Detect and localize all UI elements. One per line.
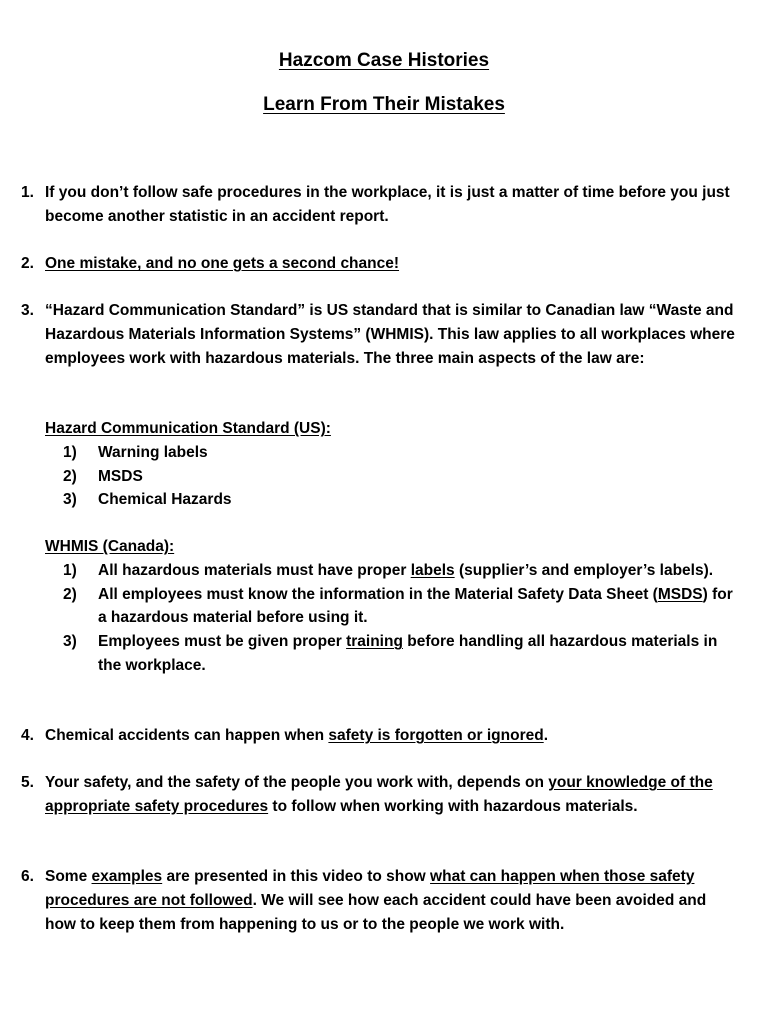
item-number: 4. [21,727,34,744]
document-subtitle: Learn From Their Mistakes [263,94,505,115]
sub-list-item [45,583,735,631]
list-item-3 [21,299,735,370]
sub-item-emphasis: training [346,633,403,651]
item-emphasis: your knowledge of the appropriate safety procedures [45,774,713,815]
item-emphasis: examples [91,868,163,885]
sub-item-emphasis: MSDS [657,585,703,603]
sub-item-number: 3) [63,633,77,651]
sub-item-text: All hazardous materials must have proper [98,561,411,579]
sub-item-text: Employees must be given proper [98,633,347,651]
list-item-1 [21,181,735,229]
item-number: 3. [21,302,34,319]
sub-list-item [45,465,735,489]
sub-list-item [45,630,735,678]
sub-list-item [45,441,735,465]
item-number: 2. [21,255,34,272]
item-text: to follow when working with hazardous materials. [268,797,638,815]
section-heading: WHMIS (Canada): [45,538,175,555]
item-number: 1. [21,184,34,201]
item-text: Chemical accidents can happen when [45,727,329,744]
sub-item-text: (supplier’s and employer’s labels). [454,561,714,579]
us-section [45,417,735,512]
item-emphasis: safety is forgotten or ignored [328,727,544,744]
item-number: 5. [21,774,34,791]
sub-item-text: ) for a hazardous material before using it. [98,585,733,627]
sub-item-number: 3) [63,491,77,509]
item-text: One mistake, and no one gets a second chance! [45,255,400,272]
item-emphasis: what can happen when those safety procedures are not followed [45,868,695,909]
sub-item-text: before handling all hazardous materials in the workplace. [98,633,718,674]
sub-item-text: All employees must know the information in the Material Safety Data Sheet ( [98,585,658,603]
item-text: “Hazard Communication Standard” is US standard that is similar to Canadian law “Waste and Hazardous Materials Information Systems” (WHMIS). This law applies to all workplaces where employees work with hazardous materials. The three main aspects of the law are: [45,302,735,367]
sub-item-number: 2) [63,585,77,603]
sub-item-number: 2) [63,467,77,485]
list-item-5 [21,771,735,819]
canada-section [45,535,735,678]
sub-item-text: MSDS [98,467,143,485]
item-text: are presented in this video to show [162,868,431,885]
item-number: 6. [21,868,34,885]
sub-item-text: Warning labels [98,443,208,461]
item-text: Some [45,868,92,885]
list-item-6 [21,865,735,936]
list-item-2 [21,252,735,276]
item-text: . We will see how each accident could have been avoided and how to keep them from happening to us or to the people we work with. [45,891,707,933]
document-title: Hazcom Case Histories [278,50,490,71]
sub-item-emphasis: labels [410,561,455,579]
sub-item-number: 1) [63,443,77,461]
sub-list-item [45,488,735,512]
list-item-4 [21,724,735,748]
sub-list-item [45,559,735,583]
sub-item-text: Chemical Hazards [98,491,232,509]
section-heading: Hazard Communication Standard (US): [45,420,331,437]
item-text: If you don’t follow safe procedures in the workplace, it is just a matter of time before you just become another statistic in an accident report. [45,184,730,225]
item-text: Your safety, and the safety of the people you work with, depends on [45,774,549,791]
sub-item-number: 1) [63,561,77,579]
item-text: . [543,727,549,744]
